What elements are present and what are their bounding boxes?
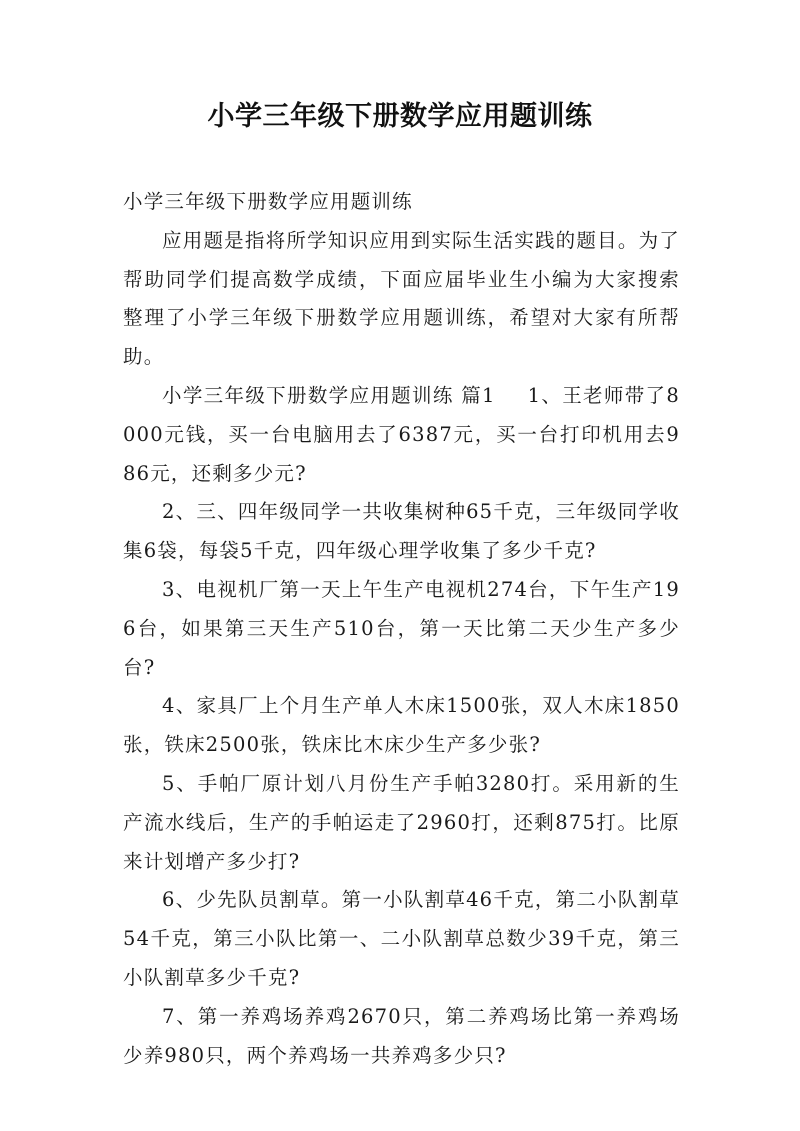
problem-3: 3、电视机厂第一天上午生产电视机274台，下午生产196台，如果第三天生产510台，第一天比第二天少生产多少台? bbox=[123, 577, 680, 679]
problem-7: 7、第一养鸡场养鸡2670只，第二养鸡场比第一养鸡场少养980只，两个养鸡场一共养鸡多少只? bbox=[123, 1004, 680, 1067]
section-first-paragraph bbox=[123, 377, 680, 493]
document-body bbox=[123, 183, 680, 1075]
problem-6: 6、少先队员割草。第一小队割草46千克，第二小队割草54千克，第三小队比第一、二小队割草总数少39千克，第三小队割草多少千克? bbox=[123, 888, 680, 989]
document-subtitle: 小学三年级下册数学应用题训练 bbox=[123, 190, 413, 213]
problem-2: 2、三、四年级同学一共收集树种65千克，三年级同学收集6袋，每袋5千克，四年级心理学收集了多少千克? bbox=[123, 500, 680, 563]
intro-paragraph: 应用题是指将所学知识应用到实际生活实践的题目。为了帮助同学们提高数学成绩，下面应届毕业生小编为大家搜索整理了小学三年级下册数学应用题训练，希望对大家有所帮助。 bbox=[123, 228, 680, 369]
problem-5: 5、手帕厂原计划八月份生产手帕3280打。采用新的生产流水线后，生产的手帕运走了2960打，还剩875打。比原来计划增产多少打? bbox=[123, 771, 680, 873]
problem-4: 4、家具厂上个月生产单人木床1500张，双人木床1850张，铁床2500张，铁床比木床少生产多少张? bbox=[123, 694, 680, 757]
document-title: 小学三年级下册数学应用题训练 bbox=[207, 101, 593, 132]
problem-1: 1、王老师带了8000元钱，买一台电脑用去了6387元，买一台打印机用去986元，还剩多少元? bbox=[123, 383, 680, 485]
section-heading: 小学三年级下册数学应用题训练 篇1 bbox=[162, 383, 496, 407]
